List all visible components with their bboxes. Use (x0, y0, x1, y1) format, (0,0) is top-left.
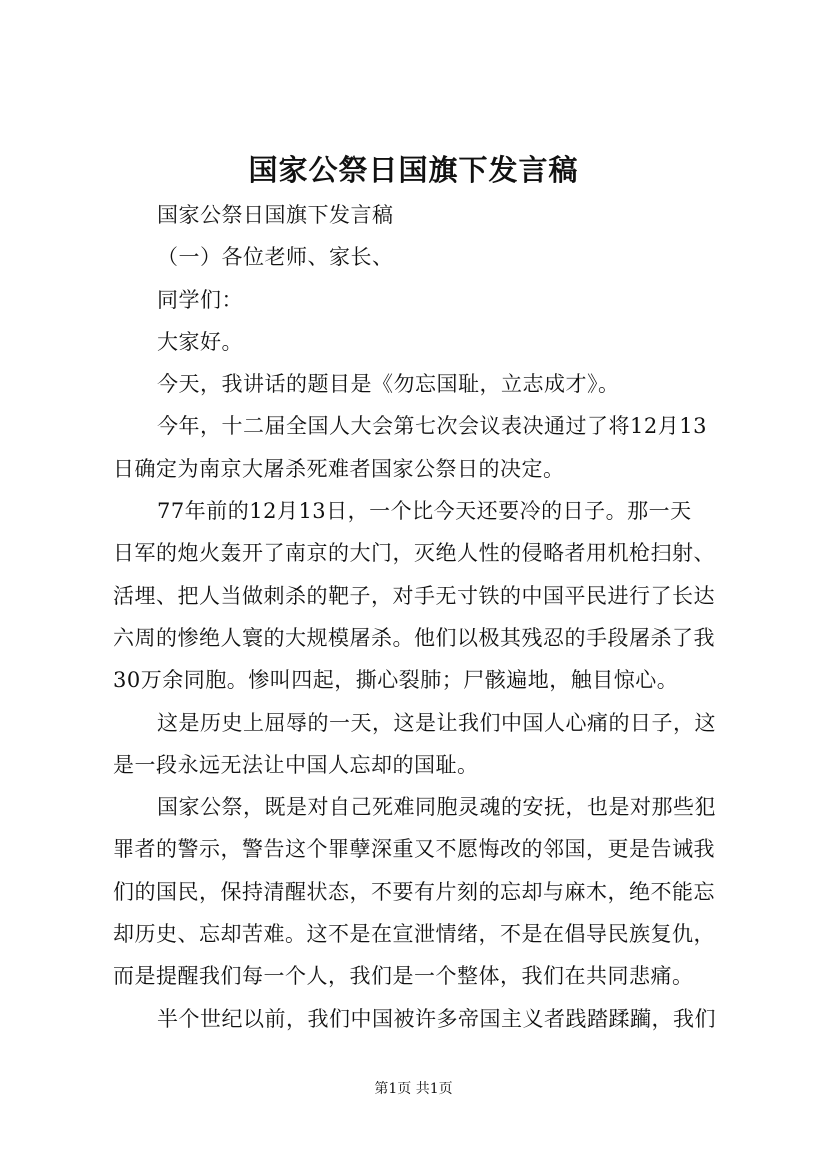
document-body (113, 194, 719, 1040)
text-line: 国家公祭，既是对自己死难同胞灵魂的安抚，也是对那些犯 (157, 795, 716, 820)
text-line: 日确定为南京大屠杀死难者国家公祭日的决定。 (113, 456, 565, 481)
text-line: 而是提醒我们每一个人，我们是一个整体，我们在共同悲痛。 (113, 964, 694, 989)
text-line: 们的国民，保持清醒状态，不要有片刻的忘却与麻木，绝不能忘 (113, 879, 715, 904)
text-line: 同学们： (157, 287, 243, 312)
text-line: 这是历史上屈辱的一天，这是让我们中国人心痛的日子，这 (157, 710, 716, 735)
text-line: 活埋、把人当做刺杀的靶子，对手无寸铁的中国平民进行了长达 (113, 583, 715, 608)
text-line: 半个世纪以前，我们中国被许多帝国主义者践踏蹂躏，我们 (157, 1006, 716, 1031)
text-line: 六周的惨绝人寰的大规模屠杀。他们以极其残忍的手段屠杀了我 (113, 625, 715, 650)
text-line: 大家好。 (157, 329, 243, 354)
text-line: 却历史、忘却苦难。这不是在宣泄情绪，不是在倡导民族复仇， (113, 922, 715, 947)
text-line: 77年前的12月13日，一个比今天还要冷的日子。那一天 (157, 499, 692, 524)
text-line: 30万余同胞。惨叫四起，撕心裂肺；尸骸遍地，触目惊心。 (113, 668, 679, 693)
text-line: 日军的炮火轰开了南京的大门，灭绝人性的侵略者用机枪扫射、 (113, 541, 715, 566)
text-line: 国家公祭日国旗下发言稿 (157, 203, 394, 227)
text-line: 今年，十二届全国人大会第七次会议表决通过了将12月13 (157, 414, 707, 439)
page-footer: 第1页 共1页 (374, 1081, 453, 1097)
text-line: 是一段永远无法让中国人忘却的国耻。 (113, 752, 479, 777)
text-line: 罪者的警示，警告这个罪孽深重又不愿悔改的邻国，更是告诫我 (113, 837, 715, 862)
document-title: 国家公祭日国旗下发言稿 (248, 153, 579, 187)
text-line: （一）各位老师、家长、 (157, 245, 394, 270)
text-line: 今天，我讲话的题目是《勿忘国耻，立志成才》。 (157, 372, 620, 397)
